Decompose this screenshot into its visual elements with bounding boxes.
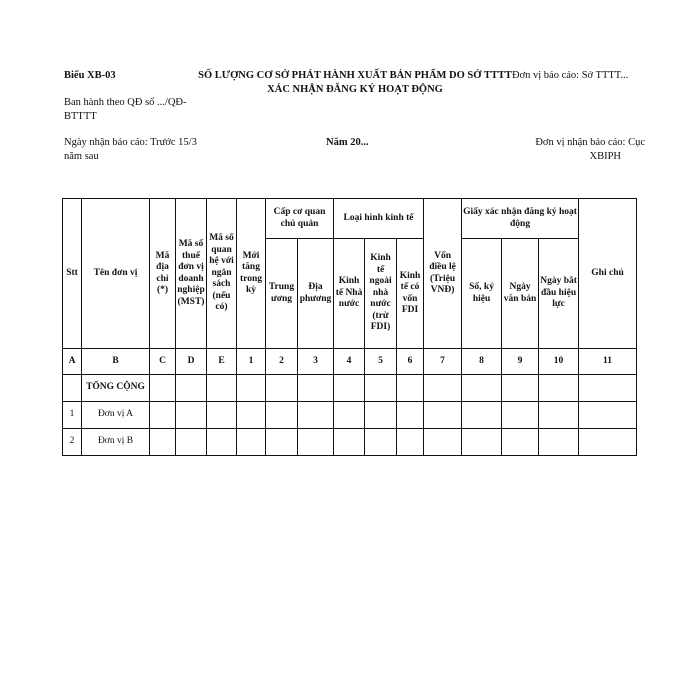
issued-by-decision: Ban hành theo QĐ số .../QĐ-BTTTT bbox=[64, 97, 187, 122]
col-unit-name: Tên đơn vị bbox=[82, 199, 150, 349]
column-code-row bbox=[63, 349, 637, 375]
table-row bbox=[63, 429, 637, 456]
report-table bbox=[62, 198, 637, 456]
report-year: Năm 20... bbox=[326, 137, 369, 148]
reporting-unit: Đơn vị báo cáo: Sở TTTT... bbox=[512, 70, 629, 81]
col-new-increase: Mới tăng trong kỳ bbox=[237, 199, 266, 349]
column-code: C bbox=[150, 349, 176, 375]
report-title: SỐ LƯỢNG CƠ SỞ PHÁT HÀNH XUẤT BẢN PHẨM DO SỞ TTTT XÁC NHẬN ĐĂNG KÝ HOẠT ĐỘNG bbox=[198, 70, 512, 95]
form-code: Biểu XB-03 bbox=[64, 70, 116, 81]
column-code: D bbox=[176, 349, 207, 375]
col-budget-code: Mã số quan hệ với ngân sách (nếu có) bbox=[207, 199, 237, 349]
col-charter-capital: Vốn điều lệ (Triệu VNĐ) bbox=[424, 199, 462, 349]
col-stt: Stt bbox=[63, 199, 82, 349]
column-code: 5 bbox=[365, 349, 397, 375]
row-unit-name: Đơn vị A bbox=[82, 402, 150, 429]
col-fdi-economy: Kinh tế có vốn FDI bbox=[397, 239, 424, 349]
column-code: 1 bbox=[237, 349, 266, 375]
column-code: 7 bbox=[424, 349, 462, 375]
receive-date: Ngày nhận báo cáo: Trước 15/3 năm sau bbox=[64, 137, 197, 162]
column-code: E bbox=[207, 349, 237, 375]
total-stt-cell bbox=[63, 375, 82, 402]
column-code: A bbox=[63, 349, 82, 375]
col-local: Địa phương bbox=[298, 239, 334, 349]
col-economic-type: Loại hình kinh tế bbox=[334, 199, 424, 239]
col-certificate: Giấy xác nhận đăng ký hoạt động bbox=[462, 199, 579, 239]
col-cert-number: Số, ký hiệu bbox=[462, 239, 502, 349]
col-central: Trung ương bbox=[266, 239, 298, 349]
col-tax-code: Mã số thuế đơn vị doanh nghiệp (MST) bbox=[176, 199, 207, 349]
column-code: 2 bbox=[266, 349, 298, 375]
col-doc-date: Ngày văn bản bbox=[502, 239, 539, 349]
column-code: 8 bbox=[462, 349, 502, 375]
receiving-unit-line2: XBIPH bbox=[589, 151, 621, 162]
row-unit-name: Đơn vị B bbox=[82, 429, 150, 456]
column-code: 10 bbox=[539, 349, 579, 375]
column-code: 4 bbox=[334, 349, 365, 375]
col-effective-date: Ngày bắt đầu hiệu lực bbox=[539, 239, 579, 349]
col-notes: Ghi chú bbox=[579, 199, 637, 349]
total-label: TỔNG CỘNG bbox=[82, 375, 150, 402]
row-stt: 2 bbox=[63, 429, 82, 456]
receiving-unit-line1: Đơn vị nhận báo cáo: Cục bbox=[535, 137, 645, 148]
table-row bbox=[63, 402, 637, 429]
col-managing-agency: Cấp cơ quan chủ quản bbox=[266, 199, 334, 239]
column-code: 3 bbox=[298, 349, 334, 375]
row-stt: 1 bbox=[63, 402, 82, 429]
col-non-state-economy: Kinh tế ngoài nhà nước (trừ FDI) bbox=[365, 239, 397, 349]
column-code: B bbox=[82, 349, 150, 375]
receiving-unit bbox=[505, 136, 645, 164]
column-code: 9 bbox=[502, 349, 539, 375]
column-code: 11 bbox=[579, 349, 637, 375]
col-state-economy: Kinh tế Nhà nước bbox=[334, 239, 365, 349]
total-row bbox=[63, 375, 637, 402]
col-address-code: Mã địa chỉ (*) bbox=[150, 199, 176, 349]
column-code: 6 bbox=[397, 349, 424, 375]
